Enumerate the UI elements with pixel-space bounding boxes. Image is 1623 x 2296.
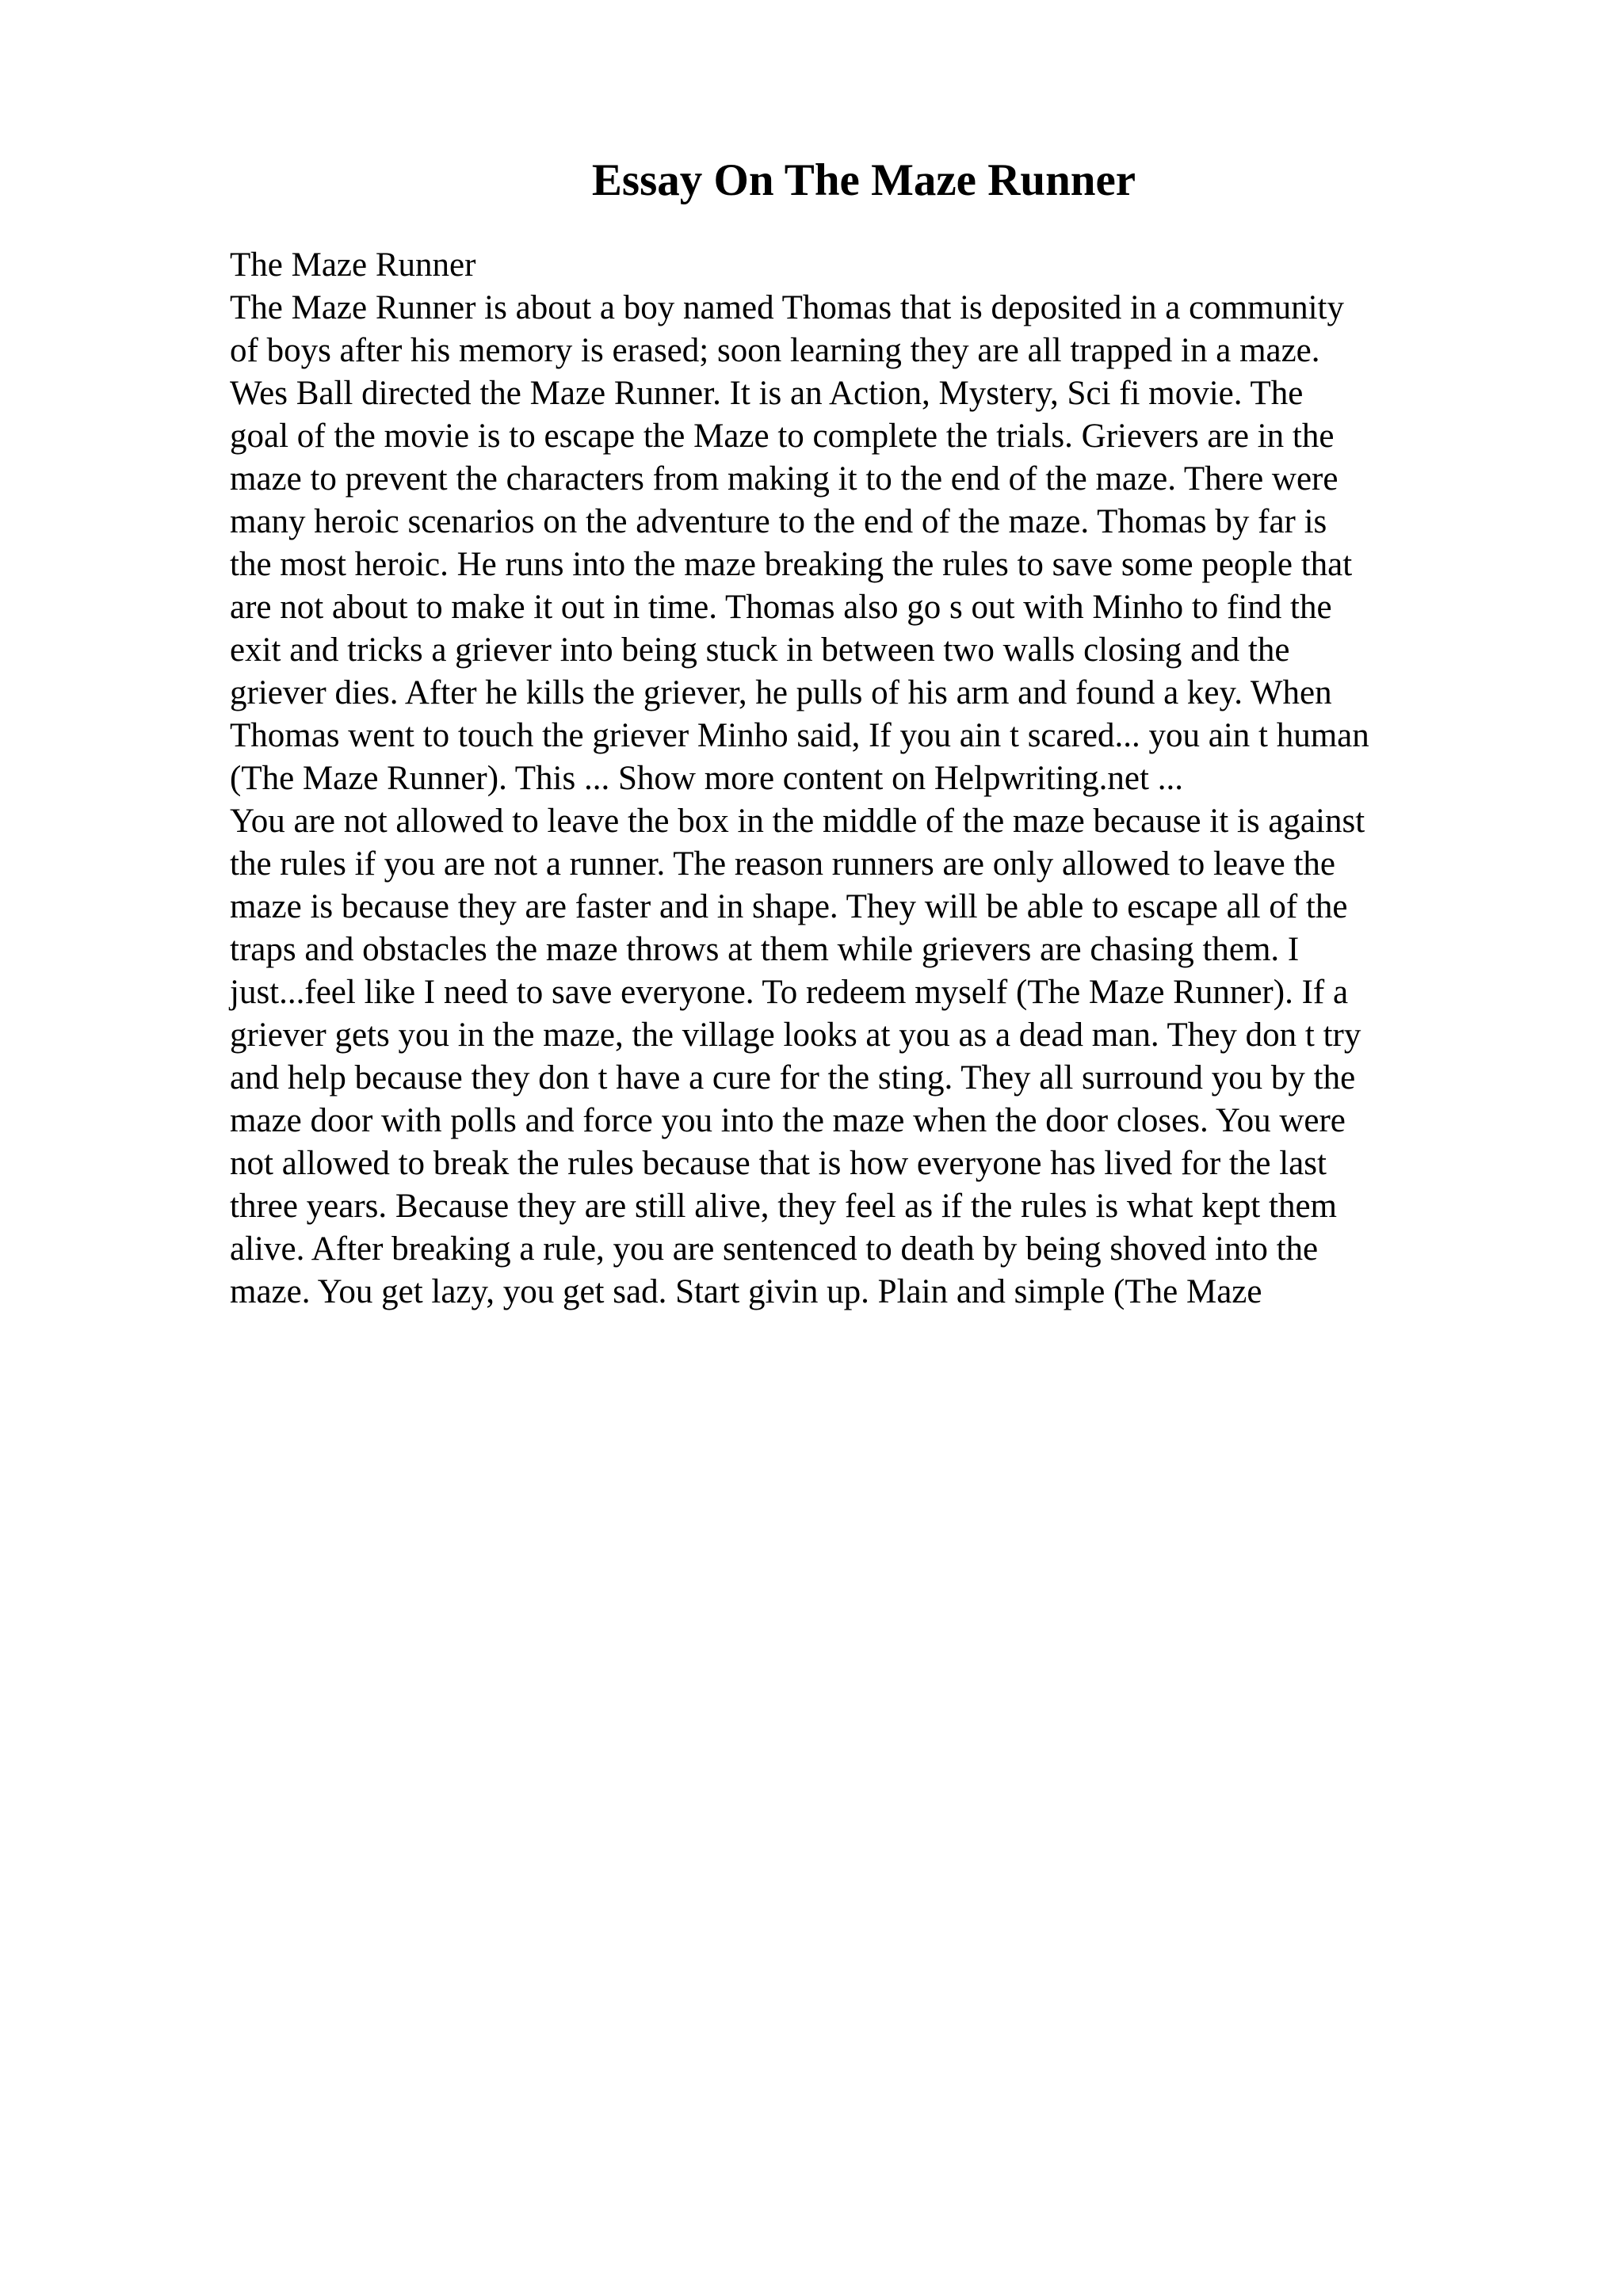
- document-title: Essay On The Maze Runner: [591, 155, 1136, 205]
- text-line: The Maze Runner: [230, 246, 476, 284]
- text-line: maze to prevent the characters from making it to the end of the maze. There were: [230, 460, 1338, 498]
- text-line: Thomas went to touch the griever Minho said, If you ain t scared... you ain t human: [230, 717, 1369, 754]
- text-line: griever dies. After he kills the griever, he pulls of his arm and found a key. When: [230, 674, 1332, 711]
- text-line: Wes Ball directed the Maze Runner. It is an Action, Mystery, Sci fi movie. The: [230, 375, 1304, 412]
- text-line: The Maze Runner is about a boy named Thomas that is deposited in a community: [230, 289, 1344, 326]
- text-line: are not about to make it out in time. Thomas also go s out with Minho to find the: [230, 589, 1332, 626]
- text-line: three years. Because they are still alive, they feel as if the rules is what kept them: [230, 1188, 1337, 1225]
- text-line: just...feel like I need to save everyone. To redeem myself (The Maze Runner). If a: [230, 974, 1349, 1011]
- text-line: of boys after his memory is erased; soon learning they are all trapped in a maze.: [230, 332, 1320, 369]
- text-line: maze. You get lazy, you get sad. Start givin up. Plain and simple (The Maze: [230, 1273, 1262, 1310]
- text-line: many heroic scenarios on the adventure to the end of the maze. Thomas by far is: [230, 503, 1327, 540]
- text-line: not allowed to break the rules because that is how everyone has lived for the last: [230, 1145, 1327, 1182]
- text-line: maze is because they are faster and in shape. They will be able to escape all of the: [230, 888, 1348, 925]
- text-line: traps and obstacles the maze throws at them while grievers are chasing them. I: [230, 931, 1300, 968]
- text-line: goal of the movie is to escape the Maze to complete the trials. Grievers are in the: [230, 418, 1335, 455]
- text-line: and help because they don t have a cure for the sting. They all surround you by the: [230, 1059, 1356, 1097]
- document-body: [230, 244, 1466, 1314]
- text-line: griever gets you in the maze, the village looks at you as a dead man. They don t try: [230, 1016, 1361, 1054]
- text-line: the rules if you are not a runner. The reason runners are only allowed to leave the: [230, 845, 1336, 883]
- text-line: alive. After breaking a rule, you are sentenced to death by being shoved into the: [230, 1230, 1319, 1268]
- text-line: exit and tricks a griever into being stuck in between two walls closing and the: [230, 631, 1290, 669]
- text-line: (The Maze Runner). This ... Show more content on Helpwriting.net ...: [230, 760, 1183, 797]
- text-line: You are not allowed to leave the box in the middle of the maze because it is against: [230, 803, 1365, 840]
- text-line: maze door with polls and force you into the maze when the door closes. You were: [230, 1102, 1346, 1139]
- text-line: the most heroic. He runs into the maze breaking the rules to save some people that: [230, 546, 1353, 583]
